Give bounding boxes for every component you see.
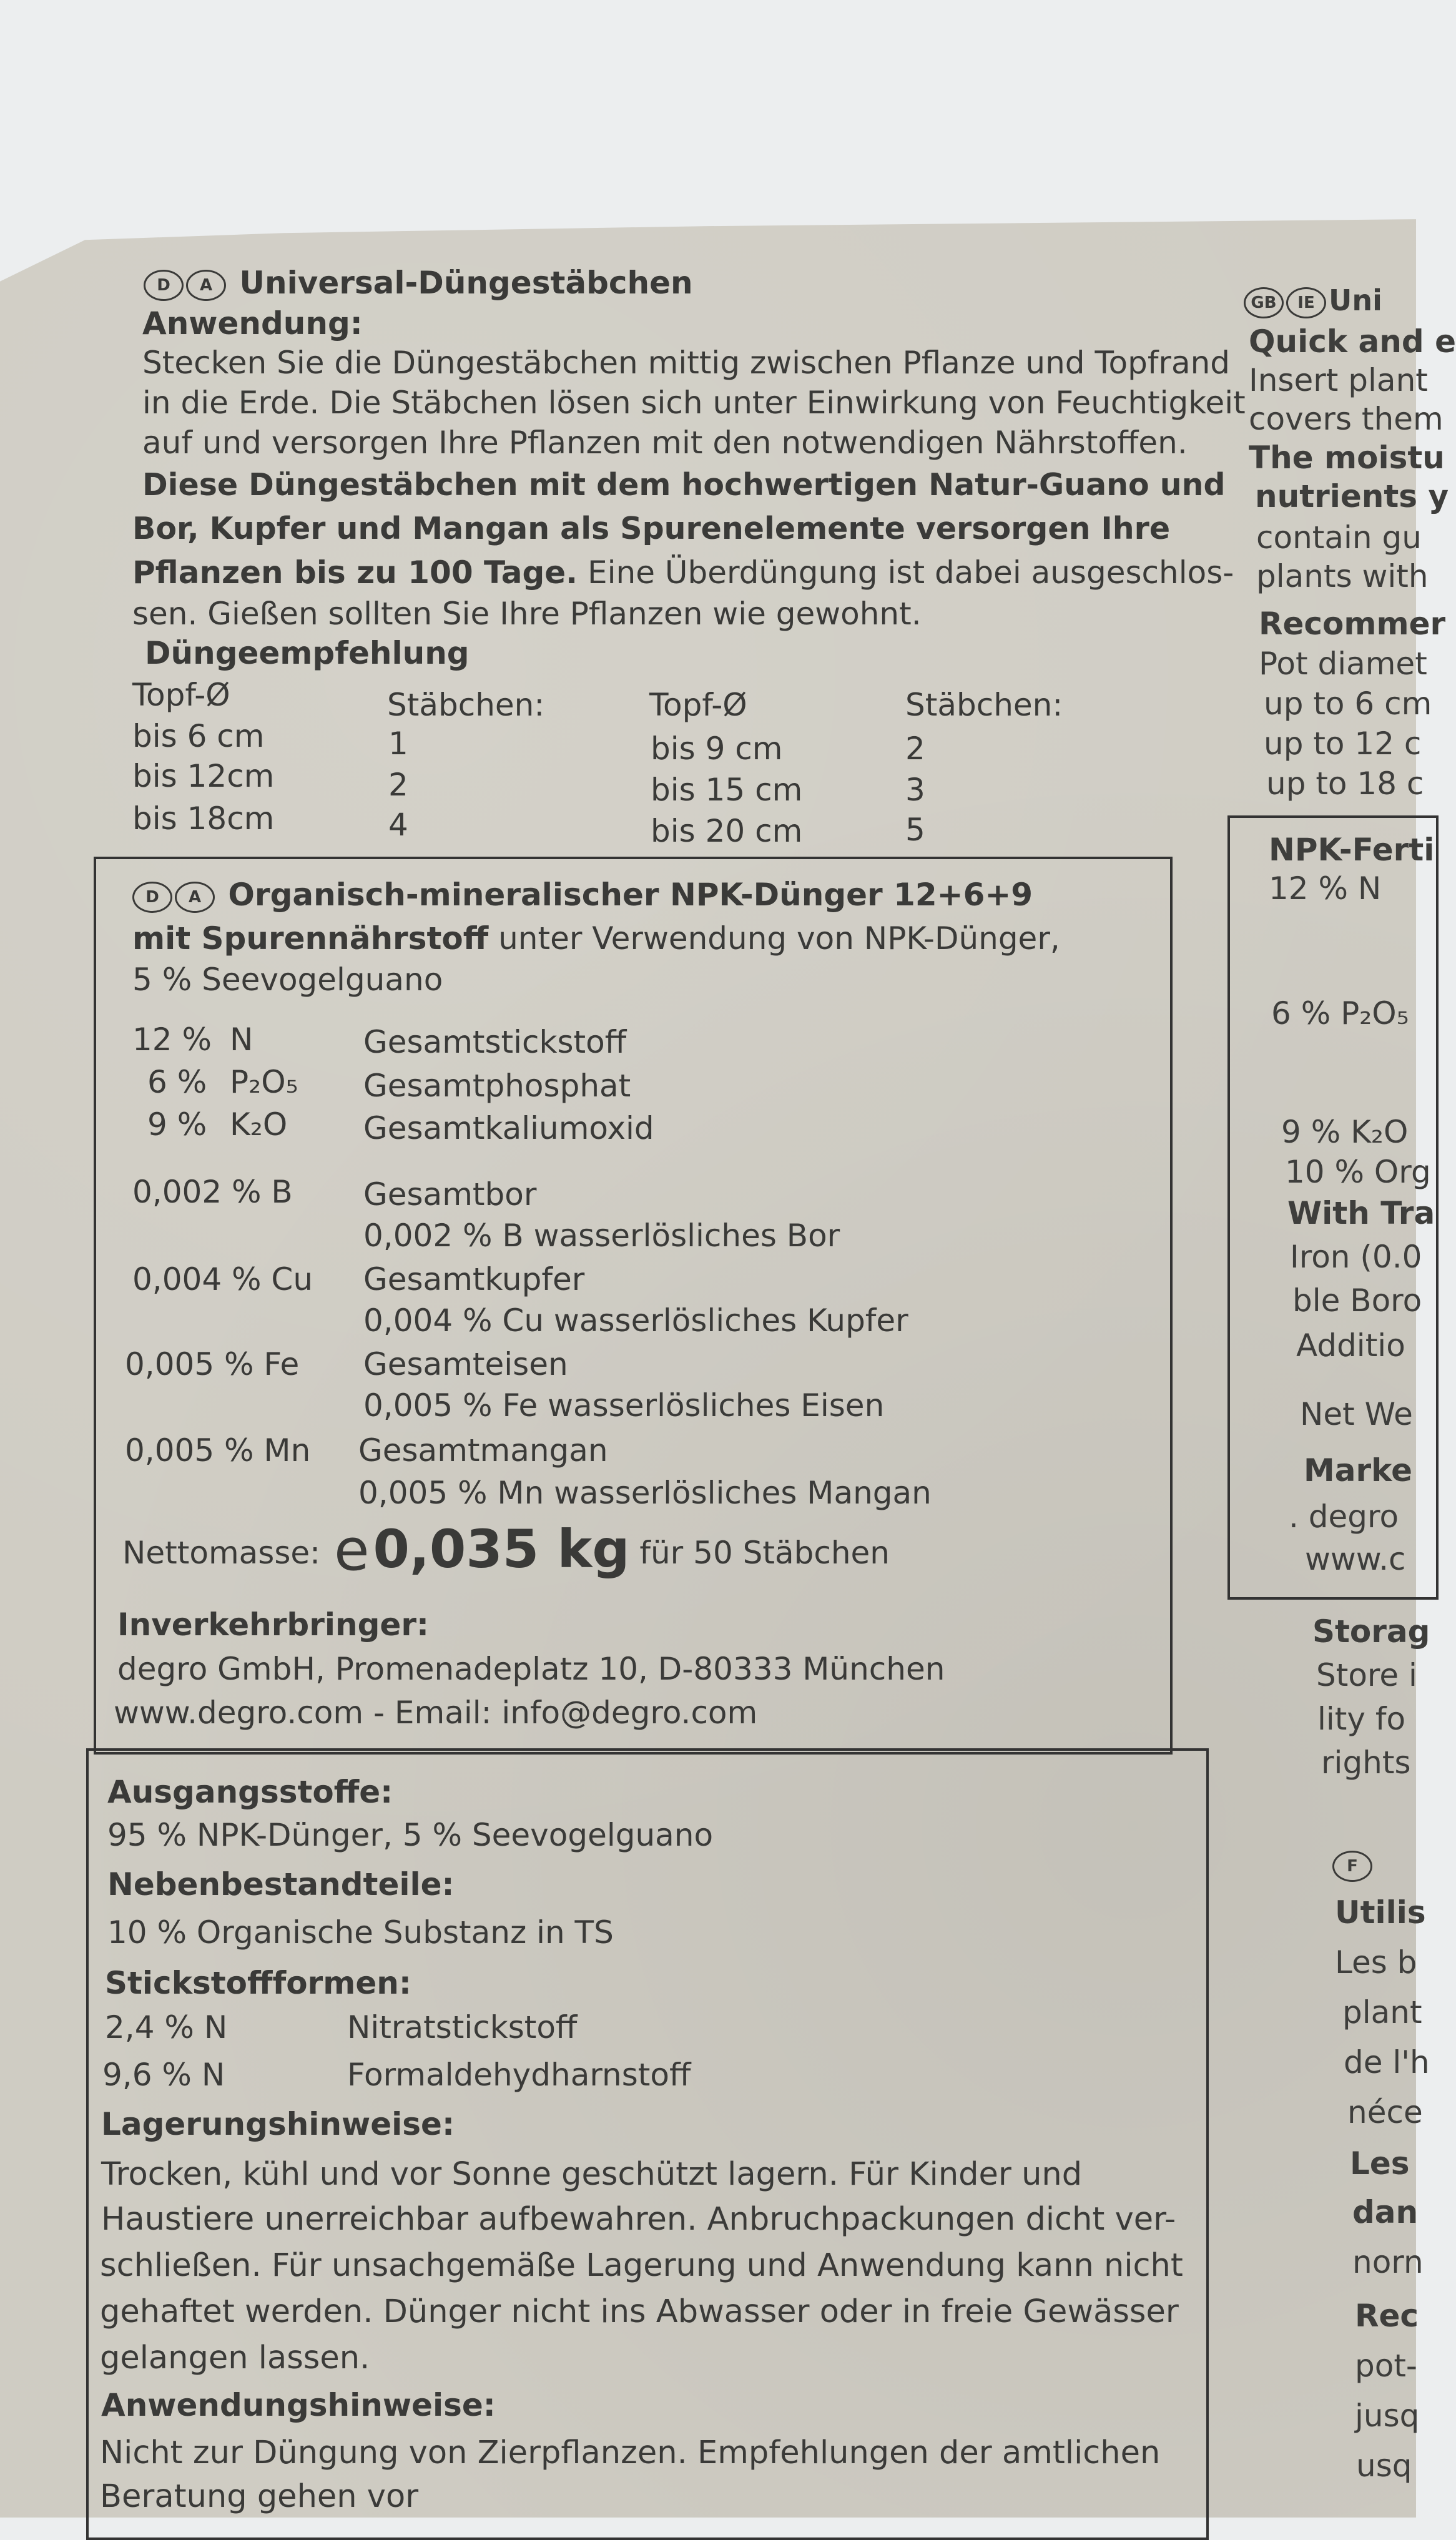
stickstoff-row-1-name: Nitratstickstoff [347,2009,578,2045]
right-line-a1: Insert plant [1249,362,1428,398]
anwendungshinweise-heading: Anwendungshinweise: [101,2387,496,2423]
trace-cu-label: 0,004 % Cu [132,1261,313,1297]
right-title-row [1244,280,1382,321]
npk-title: Organisch-mineralischer NPK-Dünger 12+6+9 [228,877,1033,913]
table-row-3-count-1: 4 [388,807,408,843]
npk-title-row [132,874,1033,915]
table-row-2-count-2: 3 [905,772,925,808]
right-box-line-12: www.c [1305,1541,1406,1577]
bold-line-2: Bor, Kupfer und Mangan als Spurenelemente versorgen Ihre [132,511,1171,546]
right-line-a5: contain gu [1256,519,1422,556]
country-mark-d: D [144,270,184,301]
right-title-fragment: Uni [1329,283,1382,317]
nebenbestandteile-heading: Nebenbestandteile: [107,1866,455,1903]
npk-subtitle-line2: 5 % Seevogelguano [132,962,443,998]
table-row-1-topf-2: bis 9 cm [651,731,783,767]
nebenbestandteile-text: 10 % Organische Substanz in TS [107,1914,614,1951]
right-line-a4: nutrients y [1255,478,1449,514]
right-line-b2: lity fo [1317,1701,1406,1737]
right-box-line-5: With Tra [1287,1195,1435,1231]
empfehlung-heading: Düngeempfehlung [145,635,470,671]
net-mass-row [122,1517,890,1583]
trace-mn-name: Gesamtmangan [358,1432,608,1469]
right-line-a9: up to 6 cm [1264,686,1432,722]
right-box-line-11: . degro [1289,1499,1399,1535]
anwendung-line-1: Stecken Sie die Düngestäbchen mittig zwischen Pflanze und Topfrand [142,345,1231,381]
right-line-b1: Store i [1316,1657,1417,1693]
right-line-a2: covers them [1249,401,1444,437]
nutrient-n-name: Gesamtstickstoff [363,1024,627,1060]
country-mark-f: F [1332,1851,1372,1882]
net-mass-value: 0,035 kg [373,1519,630,1580]
right-box-line-8: Additio [1296,1327,1405,1364]
lagerung-heading: Lagerungshinweise: [101,2106,455,2142]
nutrient-p-name: Gesamtphosphat [363,1068,631,1104]
table-row-1-count-1: 1 [388,726,408,762]
trace-mn-label: 0,005 % Mn [125,1432,311,1469]
anwendungshinweise-line-2: Beratung gehen vor [100,2478,419,2515]
ausgangsstoffe-text: 95 % NPK-Dünger, 5 % Seevogelguano [107,1817,714,1853]
lagerung-line-1: Trocken, kühl und vor Sonne geschützt lagern. Für Kinder und [101,2156,1083,2193]
ausgangsstoffe-heading: Ausgangsstoffe: [107,1774,393,1810]
right-line-c9: pot- [1355,2348,1417,2384]
lagerung-line-5: gelangen lassen. [100,2340,370,2376]
right-line-a10: up to 12 c [1264,726,1422,762]
right-line-c0: Utilis [1335,1894,1426,1931]
right-line-a11: up to 18 c [1266,765,1424,802]
net-mass-label: Nettomasse: [122,1535,321,1571]
section1-title-row [144,262,693,303]
right-line-c11: usq [1356,2448,1412,2484]
table-header-topf-2: Topf-Ø [649,687,747,723]
right-line-c7: norn [1352,2244,1424,2280]
anwendungshinweise-line: Nicht zur Düngung von Zierpflanzen. Empfehlungen der amtlichen [100,2434,1161,2471]
anwendung-line-2: in die Erde. Die Stäbchen lösen sich unter Einwirkung von Feuchtigkeit [142,385,1246,421]
right-box-line-9: Net We [1300,1396,1413,1432]
table-row-1-topf-1: bis 6 cm [132,718,265,754]
right-f-mark-row [1332,1843,1375,1884]
table-row-2-topf-1: bis 12cm [132,758,275,794]
right-line-c3: de l'h [1344,2044,1430,2080]
trace-b-sub: 0,002 % B wasserlösliches Bor [363,1218,840,1254]
table-header-topf-1: Topf-Ø [132,677,230,713]
right-box-line-2: 6 % P₂O₅ [1271,995,1409,1031]
anwendung-line-3: auf und versorgen Ihre Pflanzen mit den notwendigen Nährstoffen. [142,425,1188,461]
right-box-line-1: 12 % N [1269,870,1382,907]
right-line-b0: Storag [1312,1613,1430,1650]
right-line-a6: plants with [1256,558,1429,594]
trace-cu-name: Gesamtkupfer [363,1261,585,1297]
lagerung-line-2: Haustiere unerreichbar aufbewahren. Anbruchpackungen dicht ver- [101,2201,1176,2238]
inverkehrbringer-address: degro GmbH, Promenadeplatz 10, D-80333 München [117,1651,945,1687]
estimated-e-mark: e [333,1517,370,1583]
right-line-a8: Pot diamet [1259,646,1427,682]
table-header-staebchen-2: Stäbchen: [905,687,1063,723]
nutrient-n-sym: N [230,1021,253,1058]
box-country-mark-a: A [175,882,215,913]
table-row-3-count-2: 5 [905,812,925,848]
inverkehrbringer-heading: Inverkehrbringer: [117,1607,429,1643]
right-line-c5: Les [1350,2145,1410,2182]
country-mark-a: A [186,270,226,301]
right-line-b3: rights [1321,1745,1411,1781]
trace-fe-sub: 0,005 % Fe wasserlösliches Eisen [363,1387,885,1424]
lagerung-line-4: gehaftet werden. Dünger nicht ins Abwasser oder in freie Gewässer [100,2293,1179,2330]
npk-subtitle-bold: mit Spurennährstoff [132,920,489,957]
trace-b-name: Gesamtbor [363,1176,537,1213]
last-line: sen. Gießen sollten Sie Ihre Pflanzen wie gewohnt. [132,596,922,632]
trace-b-label: 0,002 % B [132,1174,293,1210]
right-line-c10: jusq [1355,2398,1420,2434]
net-mass-suffix: für 50 Stäbchen [639,1535,890,1571]
stickstoff-row-1-pct: 2,4 % N [105,2009,228,2045]
right-box-line-4: 10 % Org [1285,1154,1431,1190]
stickstoffformen-heading: Stickstoffformen: [105,1965,411,2001]
nutrient-n-pct: 12 % [132,1021,212,1058]
nutrient-k-name: Gesamtkaliumoxid [363,1110,654,1146]
npk-subtitle [132,918,1060,959]
right-box-line-3: 9 % K₂O [1281,1114,1409,1150]
stickstoff-row-2-name: Formaldehydharnstoff [347,2057,691,2093]
right-line-c6: dan [1352,2194,1419,2230]
right-line-c2: plant [1342,1994,1422,2031]
right-line-a7: Recommer [1259,606,1446,642]
table-row-2-topf-2: bis 15 cm [651,772,803,808]
table-header-staebchen-1: Stäbchen: [387,687,545,723]
mixed-line-bold: Pflanzen bis zu 100 Tage. [132,554,578,591]
table-row-3-topf-2: bis 20 cm [651,813,803,849]
box-country-mark-d: D [132,882,172,913]
right-line-a3: The moistu [1249,440,1445,476]
npk-subtitle-rest: unter Verwendung von NPK-Dünger, [488,920,1060,957]
bold-line-1: Diese Düngestäbchen mit dem hochwertigen Natur-Guano und [142,467,1226,503]
right-box-line-10: Marke [1304,1452,1412,1489]
table-row-1-count-2: 2 [905,731,925,767]
mixed-line [132,552,1234,593]
right-line-c4: néce [1347,2094,1423,2130]
right-line-a0: Quick and e [1249,323,1456,360]
country-mark-gb: GB [1244,287,1284,318]
lagerung-line-3: schließen. Für unsachgemäße Lagerung und Anwendung kann nicht [100,2247,1183,2284]
trace-fe-name: Gesamteisen [363,1346,568,1382]
country-mark-ie: IE [1286,287,1326,318]
anwendung-heading: Anwendung: [142,305,363,342]
right-line-c1: Les b [1335,1944,1417,1981]
mixed-line-rest: Eine Überdüngung ist dabei ausgeschlos- [578,554,1234,591]
table-row-3-topf-1: bis 18cm [132,800,275,837]
trace-cu-sub: 0,004 % Cu wasserlösliches Kupfer [363,1302,908,1339]
nutrient-k-sym: K₂O [230,1106,288,1143]
inverkehrbringer-contact: www.degro.com - Email: info@degro.com [114,1695,758,1731]
nutrient-p-sym: P₂O₅ [230,1064,298,1100]
right-box-line-0: NPK-Ferti [1269,832,1435,868]
trace-fe-label: 0,005 % Fe [125,1346,300,1382]
section1-title: Universal-Düngestäbchen [239,265,693,301]
right-box-line-7: ble Boro [1292,1282,1422,1319]
table-row-2-count-1: 2 [388,767,408,803]
right-box-line-6: Iron (0.0 [1290,1239,1422,1275]
stickstoff-row-2-pct: 9,6 % N [102,2057,225,2093]
nutrient-p-pct: 6 % [147,1064,207,1100]
trace-mn-sub: 0,005 % Mn wasserlösliches Mangan [358,1475,932,1511]
nutrient-k-pct: 9 % [147,1106,207,1143]
right-line-c8: Rec [1355,2298,1419,2334]
